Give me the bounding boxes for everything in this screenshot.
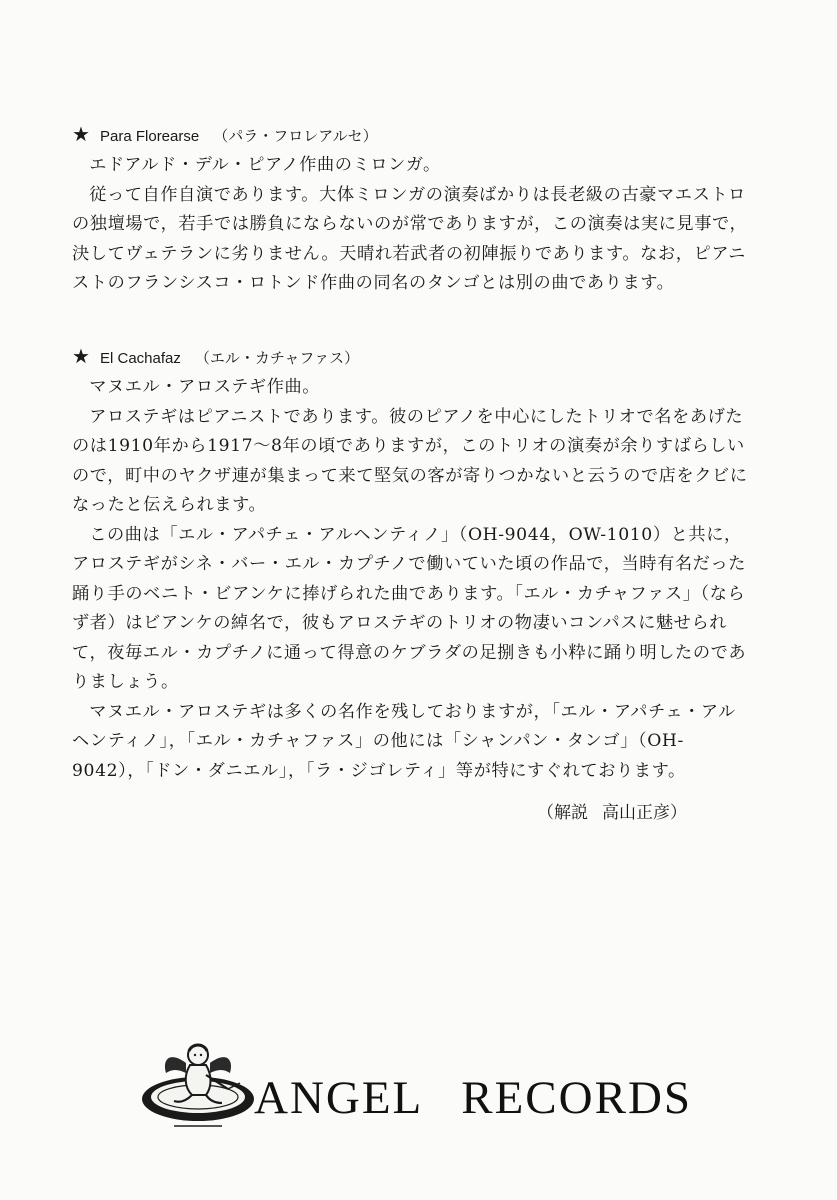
section-el-cachafaz (72, 341, 752, 786)
section-para-florearse (72, 119, 752, 299)
angel-records-logo (140, 1033, 700, 1133)
composer-line: エドアルド・デル・ピアノ作曲のミロンガ。 (89, 155, 441, 175)
description-paragraph: マヌエル・アロステギは多くの名作を残しておりますが，「エル・アパチェ・アルヘンティノ」，「エル・カチャファス」の他には「シャンパン・タンゴ」（OH-9042），「ドン・ダニエル」，「ラ・ジゴレティ」等が特にすぐれております。 (72, 701, 736, 781)
section-heading (72, 341, 752, 371)
song-title-kana: （パラ・フロレアルセ） (213, 127, 378, 145)
song-title-latin: El Cachafaz (100, 350, 181, 367)
credit-author: 高山正彦） (602, 803, 687, 823)
star-icon: ★ (72, 122, 90, 146)
description-paragraph: この曲は「エル・アパチェ・アルヘンティノ」（OH-9044，OW-1010）と共に，アロステギがシネ・バー・エル・カプチノで働いていた頃の作品で，当時有名だった踊り手のベニト・ビアンケに捧げられた曲であります。「エル・カチャファス」（ならず者）はビアンケの綽名で，彼もアロステギのトリオの物凄いコンパスに魅せられて，夜毎エル・カプチノに通って得意のケブラダの足捌きも小粋に踊り明したのでありましょう。 (72, 524, 747, 692)
composer-line: マヌエル・アロステギ作曲。 (89, 377, 321, 397)
brand-word-records: RECORDS (461, 1072, 693, 1124)
star-icon: ★ (72, 344, 90, 368)
description-paragraph: アロステギはピアニストであります。彼のピアノを中心にしたトリオで名をあげたのは1910年から1917～8年の頃でありますが，このトリオの演奏が余りすばらしいので，町中のヤクザ連が集まって来て堅気の客が寄りつかないと云うので店をクビになったと伝えられます。 (72, 406, 748, 515)
song-title-latin: Para Florearse (100, 128, 200, 145)
brand-name (254, 1071, 692, 1125)
credit-label: （解説 (537, 803, 588, 823)
brand-word-angel: ANGEL (254, 1072, 424, 1124)
song-title-kana: （エル・カチャファス） (194, 349, 360, 367)
section-heading (72, 119, 752, 149)
angel-emblem-icon (140, 1033, 260, 1133)
description-paragraph: 従って自作自演であります。大体ミロンガの演奏ばかりは長老級の古豪マエストロの独壇場で，若手では勝負にならないのが常でありますが，この演奏は実に見事で，決してヴェテランに劣りません。天晴れ若武者の初陣振りであります。なお，ピアニストのフランシスコ・ロトンド作曲の同名のタンゴとは別の曲であります。 (72, 184, 748, 293)
commentary-credit (537, 798, 687, 828)
